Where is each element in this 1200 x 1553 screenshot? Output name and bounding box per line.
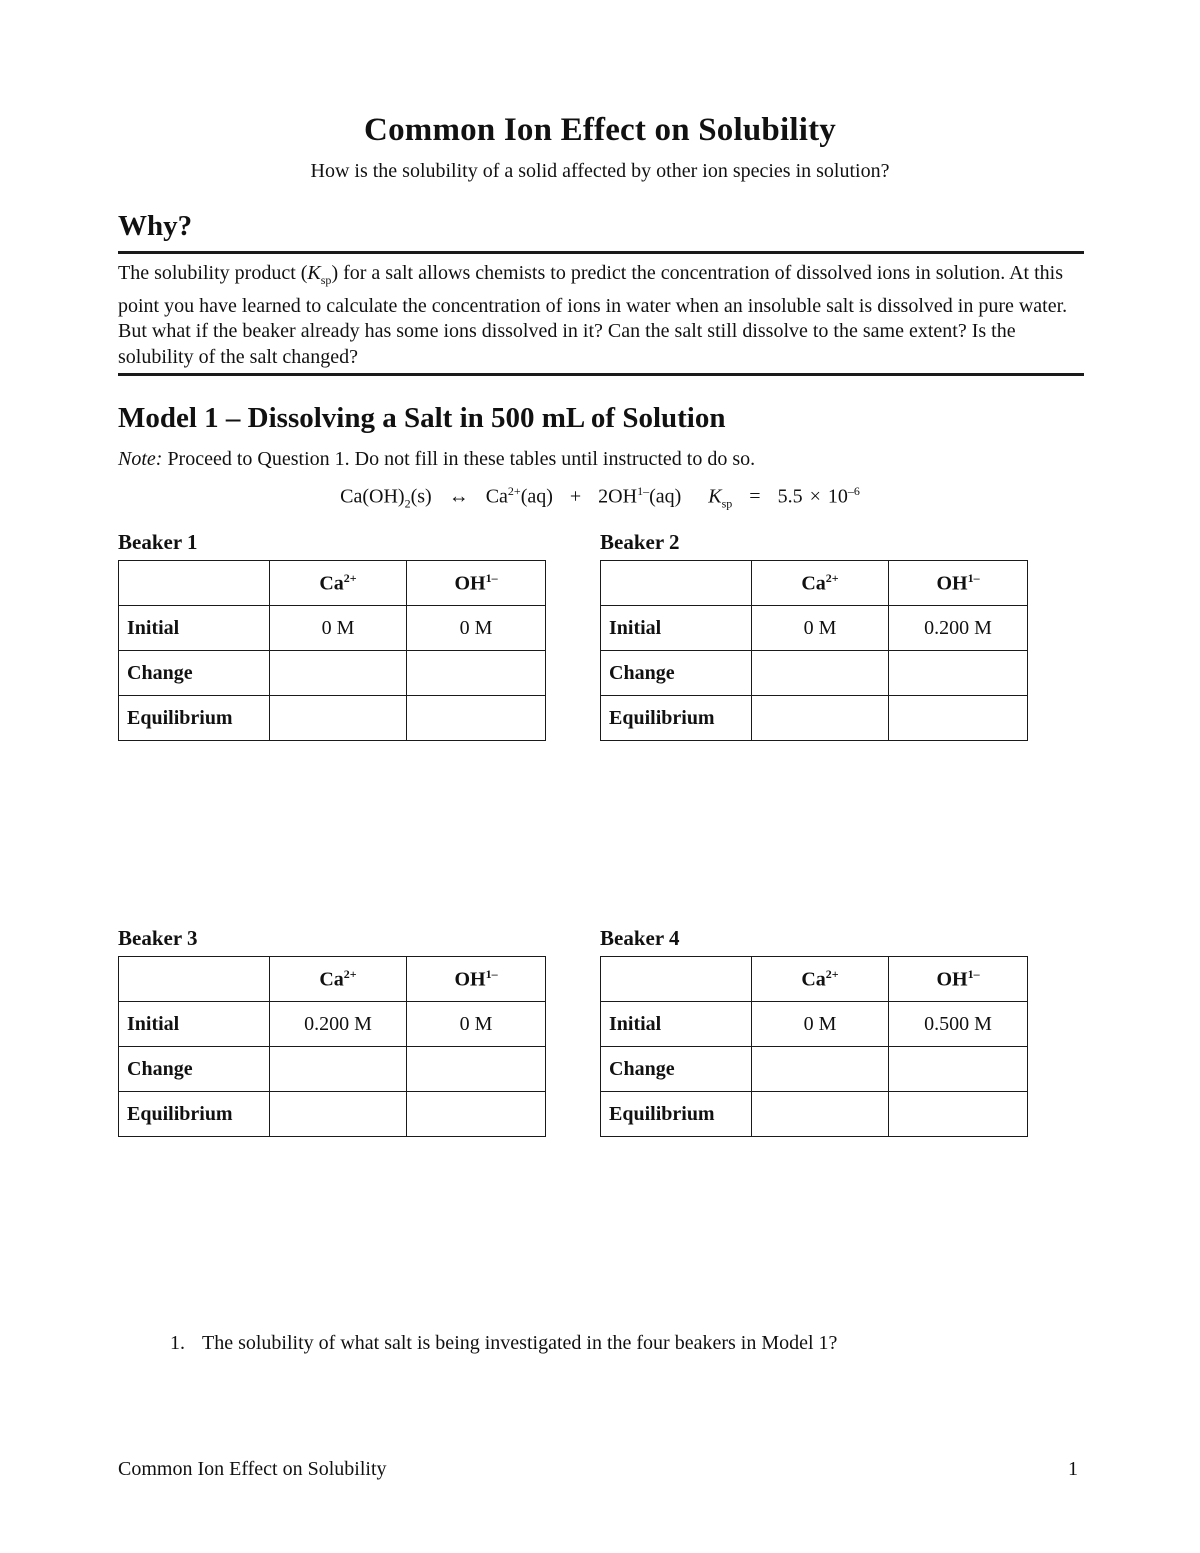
eq-k: K	[708, 485, 722, 508]
eq-product2: 2OH	[598, 485, 638, 508]
beaker-2-label: Beaker 2	[600, 530, 680, 554]
change-ca-cell[interactable]	[752, 1047, 889, 1092]
equilibrium-oh-cell[interactable]	[889, 696, 1028, 741]
col-header-ca: $Ca^{2+}$	[752, 561, 889, 606]
ksp-symbol: K	[307, 262, 321, 284]
eq-plus: +	[569, 485, 582, 508]
why-heading: Why?	[118, 210, 193, 242]
table-row	[601, 1092, 1028, 1137]
change-ca-cell[interactable]	[752, 651, 889, 696]
row-label-initial: Initial	[119, 606, 270, 651]
table-row	[119, 651, 546, 696]
table-row	[601, 1002, 1028, 1047]
row-label-initial: Initial	[601, 1002, 752, 1047]
equilibrium-ca-cell[interactable]	[270, 1092, 407, 1137]
row-label-equilibrium: Equilibrium	[601, 696, 752, 741]
eq-product1-state: (aq)	[520, 485, 553, 508]
model-heading: Model 1 – Dissolving a Salt in 500 mL of Solution	[118, 402, 726, 434]
table-header-row	[601, 957, 1028, 1002]
eq-equals: =	[749, 485, 761, 508]
table-header-row	[119, 957, 546, 1002]
equilibrium-ca-cell[interactable]	[752, 696, 889, 741]
eq-reactant: Ca(OH)	[340, 485, 405, 508]
row-label-equilibrium: Equilibrium	[601, 1092, 752, 1137]
question-1	[170, 1332, 837, 1355]
col-header-ca: $Ca^{2+}$	[270, 561, 407, 606]
table-row	[119, 1002, 546, 1047]
corner-cell	[601, 957, 752, 1002]
equilibrium-oh-cell[interactable]	[407, 1092, 546, 1137]
row-label-change: Change	[119, 1047, 270, 1092]
change-ca-cell[interactable]	[270, 1047, 407, 1092]
col-header-oh: $OH^{1-}$	[889, 957, 1028, 1002]
eq-k-sub: sp	[721, 496, 733, 511]
col-header-ca: $Ca^{2+}$	[752, 957, 889, 1002]
initial-oh-value: 0.500 M	[889, 1002, 1028, 1047]
why-top-rule	[118, 251, 1084, 254]
initial-ca-value: 0 M	[270, 606, 407, 651]
initial-ca-value: 0 M	[752, 1002, 889, 1047]
eq-product2-sup: 1–	[637, 484, 650, 498]
why-paragraph	[118, 261, 1084, 370]
row-label-change: Change	[601, 1047, 752, 1092]
table-row	[119, 606, 546, 651]
eq-reactant-sub: 2	[404, 496, 411, 511]
row-label-equilibrium: Equilibrium	[119, 696, 270, 741]
row-label-change: Change	[601, 651, 752, 696]
ksp-subscript: sp	[320, 273, 332, 287]
footer-title: Common Ion Effect on Solubility	[118, 1458, 387, 1480]
table-row	[601, 1047, 1028, 1092]
initial-ca-value: 0 M	[752, 606, 889, 651]
corner-cell	[601, 561, 752, 606]
why-bottom-rule	[118, 373, 1084, 376]
eq-product2-state: (aq)	[649, 485, 682, 508]
eq-arrow: ↔	[448, 485, 469, 508]
equilibrium-oh-cell[interactable]	[407, 696, 546, 741]
col-header-oh: $OH^{1-}$	[889, 561, 1028, 606]
table-header-row	[601, 561, 1028, 606]
change-oh-cell[interactable]	[407, 651, 546, 696]
question-1-number: 1.	[170, 1332, 185, 1354]
equilibrium-oh-cell[interactable]	[889, 1092, 1028, 1137]
table-row	[119, 1092, 546, 1137]
col-header-oh: $OH^{1-}$	[407, 561, 546, 606]
initial-oh-value: 0 M	[407, 606, 546, 651]
table-header-row	[119, 561, 546, 606]
eq-value: 5.5 × 10	[777, 485, 848, 508]
equilibrium-ca-cell[interactable]	[270, 696, 407, 741]
row-label-initial: Initial	[601, 606, 752, 651]
row-label-change: Change	[119, 651, 270, 696]
change-oh-cell[interactable]	[889, 1047, 1028, 1092]
why-text-rest: ) for a salt allows chemists to predict the concentration of dissolved ions in solution. At this point you have learned to calculate the concentration of ions in water when an insoluble salt is dissolved in pure water. But what if the beaker already has some ions dissolved in it? Can the salt still dissolve to the same extent? Is the solubility of the salt changed?	[118, 262, 1068, 368]
eq-value-exp: –6	[847, 484, 860, 498]
change-ca-cell[interactable]	[270, 651, 407, 696]
beaker-3-label: Beaker 3	[118, 926, 198, 950]
initial-oh-value: 0 M	[407, 1002, 546, 1047]
model-note	[118, 448, 755, 471]
row-label-equilibrium: Equilibrium	[119, 1092, 270, 1137]
table-row	[119, 1047, 546, 1092]
change-oh-cell[interactable]	[407, 1047, 546, 1092]
beaker-4-label: Beaker 4	[600, 926, 680, 950]
page-subtitle: How is the solubility of a solid affected by other ion species in solution?	[310, 160, 890, 182]
corner-cell	[119, 561, 270, 606]
eq-product1: Ca	[485, 485, 508, 508]
beaker-1-label: Beaker 1	[118, 530, 198, 554]
eq-reactant-state: (s)	[410, 485, 432, 508]
page-title: Common Ion Effect on Solubility	[364, 112, 836, 148]
row-label-initial: Initial	[119, 1002, 270, 1047]
initial-oh-value: 0.200 M	[889, 606, 1028, 651]
beaker-1-table	[118, 560, 546, 741]
eq-product1-sup: 2+	[507, 484, 521, 498]
question-1-text: The solubility of what salt is being investigated in the four beakers in Model 1?	[202, 1332, 838, 1354]
table-row	[119, 696, 546, 741]
equilibrium-ca-cell[interactable]	[752, 1092, 889, 1137]
note-label: Note:	[118, 448, 163, 470]
corner-cell	[119, 957, 270, 1002]
footer-page-number: 1	[1068, 1458, 1078, 1480]
beaker-4-table	[600, 956, 1028, 1137]
beaker-3-table	[118, 956, 546, 1137]
change-oh-cell[interactable]	[889, 651, 1028, 696]
why-text-start: The solubility product (	[118, 262, 308, 284]
col-header-oh: $OH^{1-}$	[407, 957, 546, 1002]
col-header-ca: $Ca^{2+}$	[270, 957, 407, 1002]
table-row	[601, 606, 1028, 651]
beaker-2-table	[600, 560, 1028, 741]
initial-ca-value: 0.200 M	[270, 1002, 407, 1047]
table-row	[601, 651, 1028, 696]
note-text: Proceed to Question 1. Do not fill in these tables until instructed to do so.	[162, 448, 756, 470]
equilibrium-equation	[0, 484, 1200, 512]
table-row	[601, 696, 1028, 741]
